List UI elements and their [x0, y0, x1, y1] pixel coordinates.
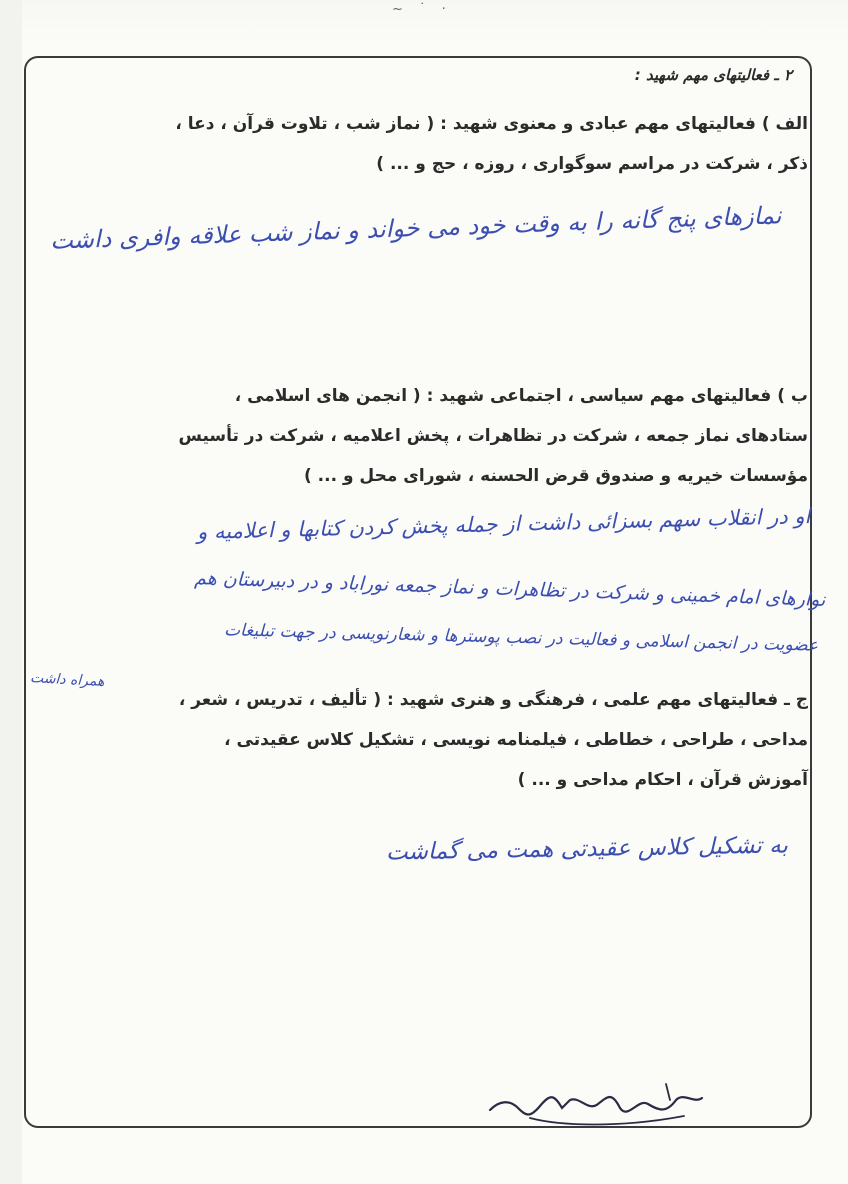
part-b-line: ستادهای نماز جمعه ، شرکت در تظاهرات ، پخش اعلامیه ، شرکت در تأسیس	[178, 426, 808, 446]
part-b-line: مؤسسات خیریه و صندوق قرض الحسنه ، شورای محل و ... )	[303, 466, 808, 486]
part-a-line: الف ) فعالیتهای مهم عبادی و معنوی شهید : ( نماز شب ، تلاوت قرآن ، دعا ،	[175, 114, 808, 134]
part-c-line: مداحی ، طراحی ، خطاطی ، فیلمنامه نویسی ، تشکیل کلاس عقیدتی ،	[224, 730, 808, 750]
part-c-answer: به تشکیل کلاس عقیدتی همت می گماشت	[385, 832, 789, 866]
part-c-question	[68, 680, 808, 800]
signature	[470, 1070, 730, 1140]
part-a-line: ذکر ، شرکت در مراسم سوگواری ، روزه ، حج و ... )	[376, 154, 808, 174]
part-c-line: ج ـ فعالیتهای مهم علمی ، فرهنگی و هنری شهید : ( تألیف ، تدریس ، شعر ،	[178, 690, 808, 710]
part-b-answer-line: نوارهای امام خمینی و شرکت در تظاهرات و نماز جمعه نوراباد و در دبیرستان هم	[194, 566, 827, 612]
part-b-line: ب ) فعالیتهای مهم سیاسی ، اجتماعی شهید : ( انجمن های اسلامی ،	[234, 386, 808, 406]
part-b-answer-line: او در انقلاب سهم بسزائی داشت از جمله پخش کردن کتابها و اعلامیه و	[196, 503, 811, 545]
section-title: ۲ ـ فعالیتهای مهم شهید :	[634, 66, 792, 84]
part-a-answer: نمازهای پنج گانه را به وقت خود می خواند و نماز شب علاقه وافری داشت	[50, 201, 783, 255]
part-b-question	[68, 376, 808, 496]
part-b-answer-line: همراه داشت	[29, 670, 105, 690]
part-c-line: آموزش قرآن ، احکام مداحی و ... )	[517, 770, 808, 790]
top-scan-marks: ~ ˙ ·	[392, 2, 452, 17]
part-a-question	[68, 104, 808, 184]
part-b-answer-line: عضویت در انجمن اسلامی و فعالیت در نصب پوسترها و شعارنویسی در جهت تبلیغات	[223, 620, 819, 656]
